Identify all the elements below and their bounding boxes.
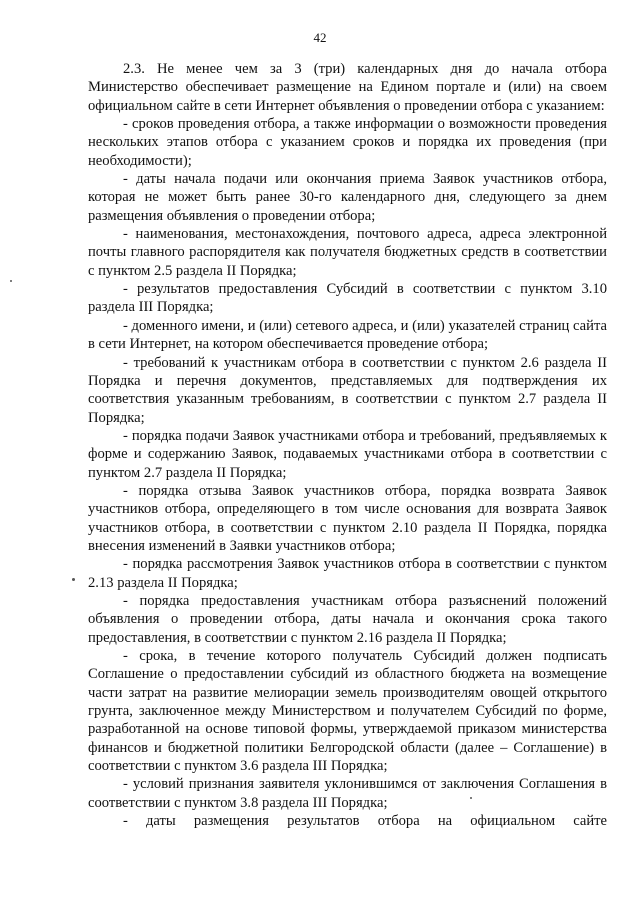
document-body	[88, 60, 607, 830]
list-item-results-publication: - даты размещения результатов отбора на официальном сайте	[123, 813, 607, 830]
list-item-contact-details: - наименования, местонахождения, почтового адреса, адреса электронной почты главного распорядителя как получателя бюджетных средств в соответствии с пунктом 2.5 раздела II Порядка;	[88, 226, 607, 279]
scan-speck	[10, 280, 12, 282]
list-item-application-procedure: - порядка подачи Заявок участниками отбора и требований, предъявляемых к форме и содержанию Заявок, подаваемых участниками отбора в соответствии с пунктом 2.7 раздела II Порядка;	[88, 427, 607, 481]
list-item-review-procedure: - порядка рассмотрения Заявок участников отбора в соответствии с пунктом 2.13 раздела II Порядка;	[88, 556, 607, 591]
list-item-participant-requirements: - требований к участникам отбора в соответствии с пунктом 2.6 раздела II Порядка и перечня документов, представляемых для подтверждения их соответствия указанным требованиям, в соответствии с пунктом 2.7 раздела II Порядка;	[88, 354, 607, 426]
paragraph-2-3: 2.3. Не менее чем за 3 (три) календарных дня до начала отбора Министерство обеспечивает размещение на Едином портале и (или) на своем официальном сайте в сети Интернет объявления о проведении отбора с указанием:	[88, 61, 607, 114]
scan-speck	[72, 578, 75, 581]
page-number: 42	[313, 30, 327, 45]
list-item-domain-name: - доменного имени, и (или) сетевого адреса, и (или) указателей страниц сайта в сети Интернет, на котором обеспечивается проведение отбора;	[88, 317, 607, 353]
list-item-selection-dates: - сроков проведения отбора, а также информации о возможности проведения нескольких этапов отбора с указанием сроков и порядка их проведения (при необходимости);	[88, 116, 607, 169]
list-item-agreement-signing: - срока, в течение которого получатель Субсидий должен подписать Соглашение о предоставлении субсидий из областного бюджета на возмещение части затрат на развитие мелиорации земель производителям овощей открытого грунта, заключенное между Министерством и получателем Субсидий по форме, разработанной на основе типовой формы, утверждаемой приказом министерства финансов и бюджетной политики Белгородской области (далее – Соглашение) в соответствии с пунктом 3.6 раздела III Порядка;	[88, 648, 607, 775]
list-item-evasion-conditions: - условий признания заявителя уклонившимся от заключения Соглашения в соответствии с пунктом 3.8 раздела III Порядка;	[88, 776, 607, 811]
list-item-clarifications: - порядка предоставления участникам отбора разъяснений положений объявления о проведении отбора, даты начала и окончания срока такого предоставления, в соответствии с пунктом 2.16 раздела II Порядка;	[88, 592, 607, 646]
list-item-subsidy-results: - результатов предоставления Субсидий в соответствии с пунктом 3.10 раздела III Порядка;	[88, 281, 607, 316]
list-item-withdrawal-procedure: - порядка отзыва Заявок участников отбора, порядка возврата Заявок участников отбора, определяющего в том числе основания для возврата Заявок участников отбора, в соответствии с пунктом 2.10 раздела II Порядка, порядка внесения изменений в Заявки участников отбора;	[88, 482, 607, 554]
list-item-application-dates: - даты начала подачи или окончания приема Заявок участников отбора, которая не может быть ранее 30-го календарного дня, следующего за днем размещения объявления о проведении отбора;	[88, 171, 607, 224]
scan-speck	[470, 797, 472, 799]
